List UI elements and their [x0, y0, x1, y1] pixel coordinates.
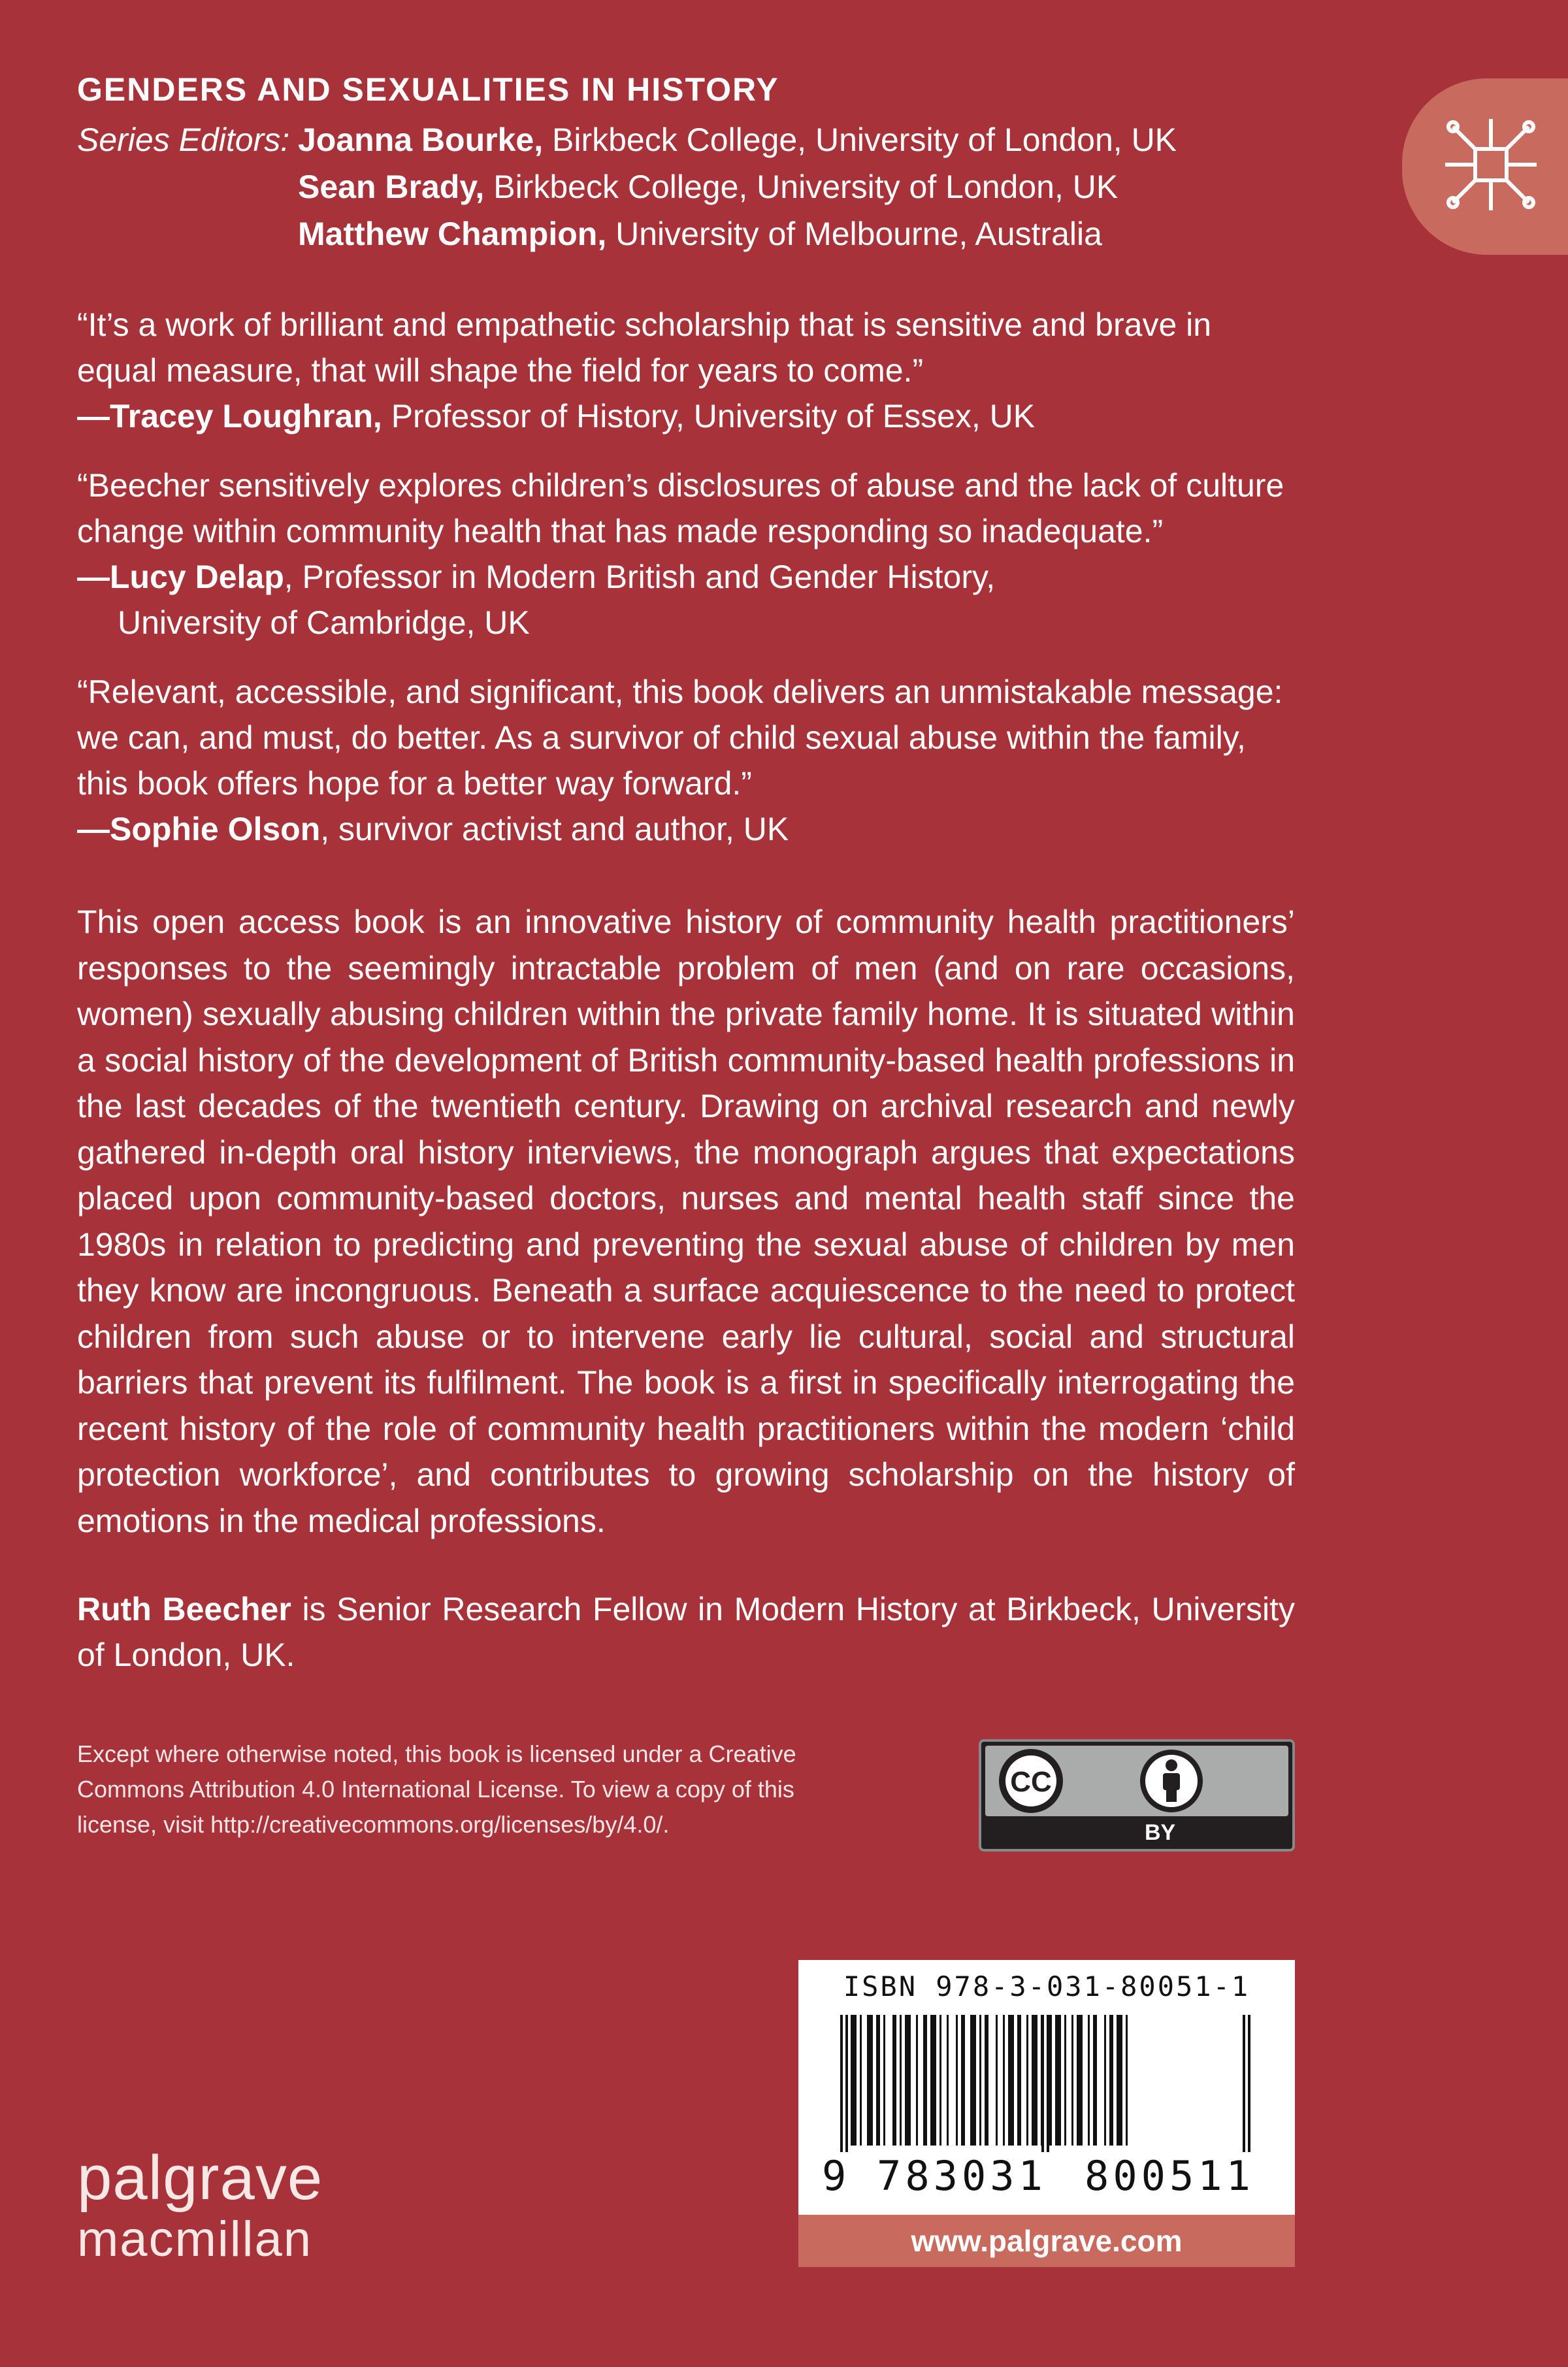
quote-line: this book offers hope for a better way forward.”: [77, 765, 752, 802]
book-description: [77, 899, 1295, 1544]
publisher-website: www.palgrave.com: [798, 2215, 1295, 2267]
review-quote: [77, 302, 1295, 439]
description-text: This open access book is an innovative history of community health practitioners’ responses to the seemingly intractable problem of men (and on rare occasions, women) sexually abusing children within the private family home. It is situated within a social history of the development of British community-based health professions in the last decades of the twentieth century. Drawing on archival research and newly gathered in-depth oral history interviews, the monograph argues that expectations placed upon community-based doctors, nurses and mental health staff since the 1980s in relation to predicting and preventing the sexual abuse of children by men they know are incongruous. Beneath a surface acquiescence to the need to protect children from such abuse or to intervene early lie cultural, social and structural barriers that prevent its fulfilment. The book is a first in specifically interrogating the recent history of the role of community health practitioners within the modern ‘child protection workforce’, and contributes to growing scholarship on the history of emotions in the medical professions.: [77, 904, 1295, 1539]
editor-name: Matthew Champion,: [298, 216, 607, 252]
publisher-logo: [77, 2143, 323, 2268]
editors-label: Series Editors:: [77, 122, 290, 158]
isbn-digit-group: 800511: [1085, 2152, 1254, 2200]
cc-by-badge: [979, 1739, 1295, 1852]
isbn-label: ISBN 978-3-031-80051-1: [843, 1970, 1250, 2002]
quote-attribution-affiliation: University of Cambridge, UK: [118, 604, 530, 641]
editor-name: Sean Brady,: [298, 169, 485, 205]
publisher-logo-line1: palgrave: [77, 2143, 323, 2213]
review-quote: [77, 463, 1295, 645]
editor-row: [77, 210, 1177, 257]
isbn-lead-digit: 9: [822, 2152, 847, 2200]
quote-line: “It’s a work of brilliant and empathetic scholarship that is sensitive and brave in: [77, 306, 1212, 343]
review-quote: [77, 669, 1295, 852]
author-bio: [77, 1586, 1295, 1678]
publisher-logo-line2: macmillan: [77, 2212, 313, 2267]
cc-label: CC: [1010, 1766, 1052, 1798]
editor-affiliation: University of Melbourne, Australia: [615, 216, 1102, 252]
editor-row: [77, 116, 1177, 163]
editor-row: [77, 163, 1177, 210]
quote-attribution: —Sophie Olson, survivor activist and author, UK: [77, 811, 789, 847]
quote-line: “Beecher sensitively explores children’s disclosures of abuse and the lack of culture: [77, 467, 1284, 504]
by-label: BY: [1145, 1820, 1176, 1845]
author-bio-text: is Senior Research Fellow in Modern History at Birkbeck, University of London, UK.: [77, 1591, 1295, 1673]
series-logo-badge: [1402, 78, 1568, 255]
editor-name: Joanna Bourke,: [298, 122, 544, 158]
cc-icon: [992, 1748, 1070, 1814]
quote-line: “Relevant, accessible, and significant, this book delivers an unmistakable message:: [77, 674, 1283, 710]
quote-line: we can, and must, do better. As a survivor of child sexual abuse within the family,: [77, 719, 1246, 756]
quote-attribution: —Tracey Loughran, Professor of History, University of Essex, UK: [77, 398, 1036, 434]
network-logo-icon: [1439, 112, 1543, 217]
isbn-digit-group: 783031: [877, 2152, 1047, 2200]
editor-affiliation: Birkbeck College, University of London, UK: [552, 122, 1177, 158]
attribution-person-icon: [1135, 1748, 1207, 1814]
author-name: Ruth Beecher: [77, 1591, 291, 1627]
quote-line: equal measure, that will shape the field for years to come.”: [77, 352, 924, 389]
editor-affiliation: Birkbeck College, University of London, UK: [493, 169, 1119, 205]
barcode-icon: [825, 2015, 1269, 2152]
series-title: GENDERS AND SEXUALITIES IN HISTORY: [77, 71, 779, 108]
series-editors: [77, 116, 1177, 257]
quote-attribution: —Lucy Delap, Professor in Modern British and Gender History,: [77, 559, 996, 595]
quote-line: change within community health that has made responding so inadequate.”: [77, 513, 1164, 549]
license-notice: Except where otherwise noted, this book is licensed under a Creative Commons Attribution 4.0 International License. To view a copy of this license, visit http://creativecommons.org/licenses/by/4.0/.: [77, 1740, 796, 1838]
